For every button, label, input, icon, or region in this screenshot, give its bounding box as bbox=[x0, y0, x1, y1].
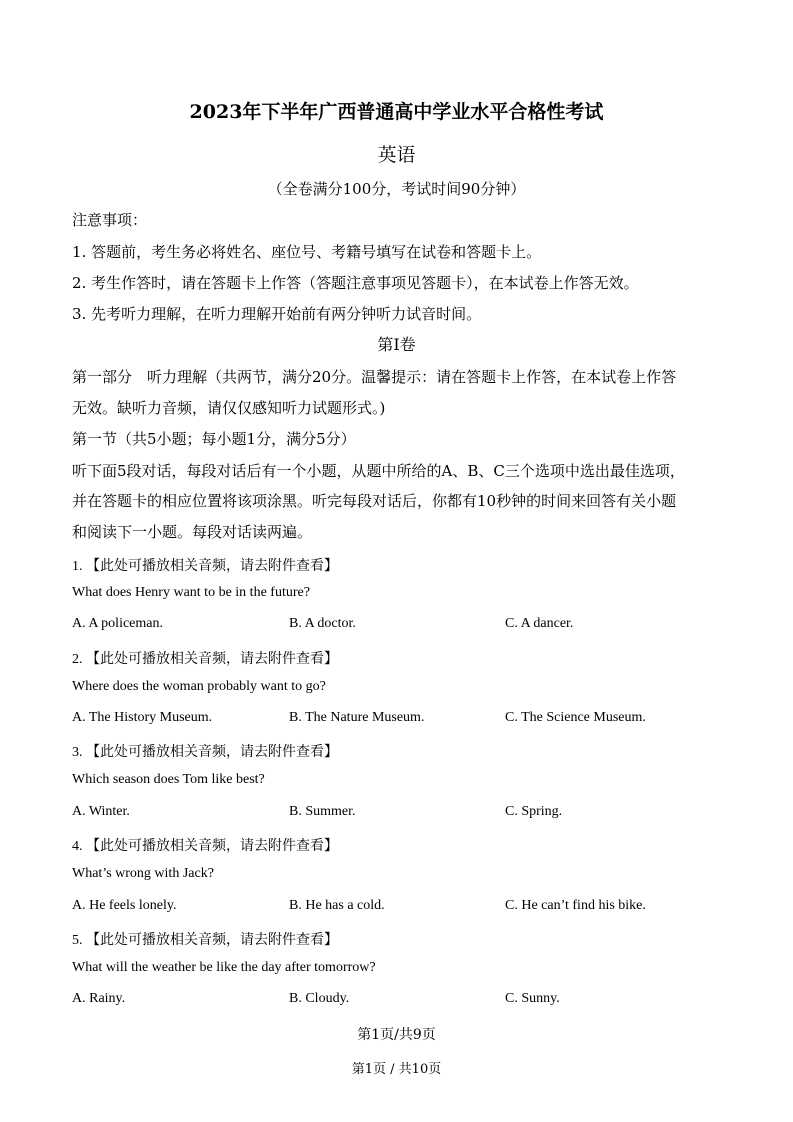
section1-heading: 第一节（共5小题；每小题1分，满分5分） bbox=[72, 430, 356, 448]
option-a: A. A policeman. bbox=[72, 616, 163, 631]
question-text: Which season does Tom like best? bbox=[72, 772, 265, 787]
notes-item: 1. 答题前，考生务必将姓名、座位号、考籍号填写在试卷和答题卡上。 bbox=[72, 243, 542, 261]
part1-line: 第一部分 听力理解（共两节，满分20分。温馨提示：请在答题卡上作答，在本试卷上作答 bbox=[72, 368, 677, 386]
option-a: A. Rainy. bbox=[72, 991, 126, 1006]
page-footer-outer: 第1页 / 共10页 bbox=[351, 1062, 442, 1077]
question-text: What’s wrong with Jack? bbox=[72, 866, 214, 881]
notes-item: 2. 考生作答时，请在答题卡上作答（答题注意事项见答题卡），在本试卷上作答无效。 bbox=[72, 274, 639, 292]
audio-link[interactable]: 1. 【此处可播放相关音频，请去附件查看】 bbox=[72, 559, 338, 574]
part1-line: 无效。缺听力音频，请仅仅感知听力试题形式。) bbox=[72, 399, 386, 417]
notes-heading: 注意事项： bbox=[72, 211, 148, 229]
option-c: C. Spring. bbox=[505, 804, 563, 819]
exam-title: 2023年下半年广西普通高中学业水平合格性考试 bbox=[189, 101, 604, 123]
audio-link[interactable]: 2. 【此处可播放相关音频，请去附件查看】 bbox=[72, 652, 338, 667]
volume-heading: 第Ⅰ卷 bbox=[377, 335, 416, 354]
option-b: B. Summer. bbox=[289, 804, 356, 819]
page-footer-inner: 第1页/共9页 bbox=[357, 1027, 436, 1043]
option-c: C. Sunny. bbox=[505, 991, 560, 1006]
option-c: C. The Science Museum. bbox=[505, 710, 646, 725]
exam-meta: （全卷满分100分，考试时间90分钟） bbox=[267, 180, 526, 198]
option-b: B. Cloudy. bbox=[289, 991, 350, 1006]
option-b: B. A doctor. bbox=[289, 616, 356, 631]
section1-instruction: 和阅读下一小题。每段对话读两遍。 bbox=[72, 523, 313, 541]
section1-instruction: 听下面5段对话，每段对话后有一个小题，从题中所给的A、B、C三个选项中选出最佳选项， bbox=[72, 462, 685, 480]
audio-link[interactable]: 5. 【此处可播放相关音频，请去附件查看】 bbox=[72, 933, 338, 948]
audio-link[interactable]: 3. 【此处可播放相关音频，请去附件查看】 bbox=[72, 745, 338, 760]
option-b: B. The Nature Museum. bbox=[289, 710, 425, 725]
audio-link[interactable]: 4. 【此处可播放相关音频，请去附件查看】 bbox=[72, 839, 338, 854]
option-a: A. The History Museum. bbox=[72, 710, 213, 725]
option-a: A. Winter. bbox=[72, 804, 130, 819]
section1-instruction: 并在答题卡的相应位置将该项涂黑。听完每段对话后，你都有10秒钟的时间来回答有关小题 bbox=[72, 492, 677, 510]
option-a: A. He feels lonely. bbox=[72, 898, 177, 913]
subject-title: 英语 bbox=[377, 144, 416, 166]
question-text: What will the weather be like the day after tomorrow? bbox=[72, 960, 376, 975]
question-text: Where does the woman probably want to go? bbox=[72, 679, 326, 694]
question-text: What does Henry want to be in the future? bbox=[72, 585, 310, 600]
option-c: C. A dancer. bbox=[505, 616, 574, 631]
notes-item: 3. 先考听力理解，在听力理解开始前有两分钟听力试音时间。 bbox=[72, 305, 482, 323]
option-c: C. He can’t find his bike. bbox=[505, 898, 646, 913]
option-b: B. He has a cold. bbox=[289, 898, 385, 913]
